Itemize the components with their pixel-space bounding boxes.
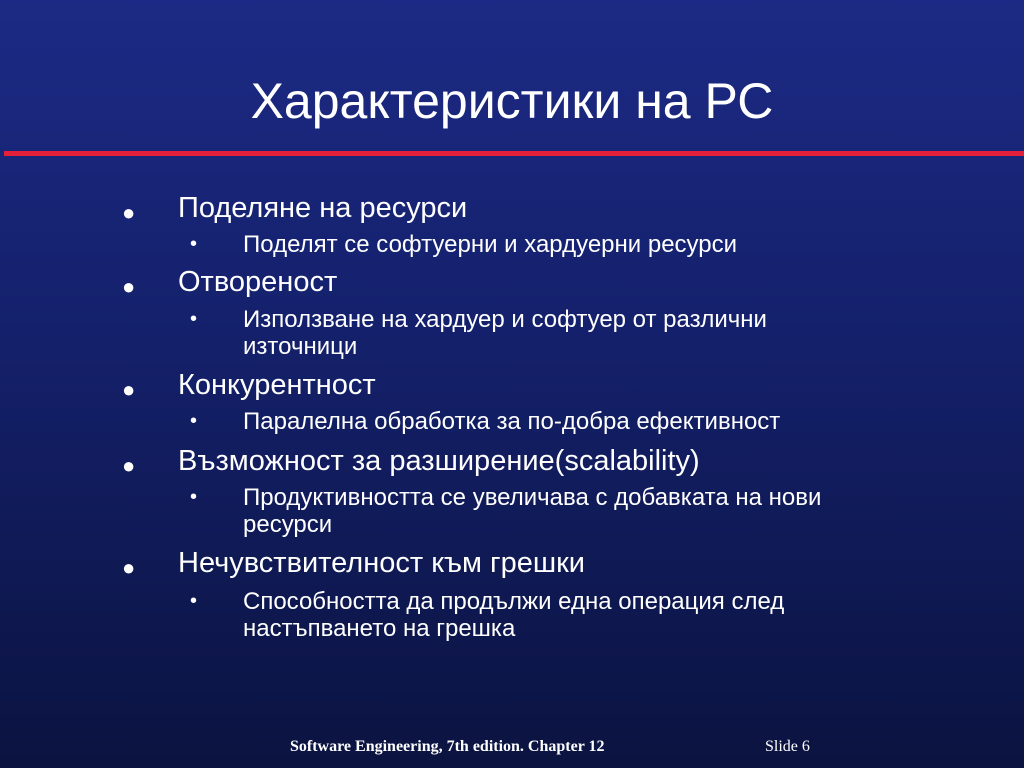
sub-bullet-icon: • bbox=[190, 590, 198, 612]
sub-bullet-line: Способността да продължи една операция след bbox=[243, 588, 785, 615]
sub-bullet-line: Паралелна обработка за по-добра ефективност bbox=[243, 408, 781, 435]
sub-bullet-line: ресурси bbox=[243, 511, 333, 538]
sub-bullet-line: настъпването на грешка bbox=[243, 615, 516, 642]
bullet-item: Възможност за разширение(scalability) bbox=[178, 445, 700, 477]
sub-bullet-item bbox=[243, 408, 963, 435]
sub-bullet-line: Продуктивността се увеличава с добавката на нови bbox=[243, 484, 822, 511]
sub-bullet-line: Използване на хардуер и софтуер от различни bbox=[243, 306, 767, 333]
title-divider bbox=[4, 151, 1024, 156]
sub-bullet-line: Поделят се софтуерни и хардуерни ресурси bbox=[243, 231, 738, 258]
bullet-icon: ● bbox=[122, 274, 136, 299]
bullet-icon: ● bbox=[122, 200, 136, 225]
footer-course-title: Software Engineering, 7th edition. Chapter 12 bbox=[290, 738, 605, 755]
footer-slide-number: Slide 6 bbox=[765, 738, 810, 755]
sub-bullet-item bbox=[243, 231, 963, 258]
sub-bullet-icon: • bbox=[190, 308, 198, 330]
bullet-icon: ● bbox=[122, 453, 136, 478]
bullet-item: Поделяне на ресурси bbox=[178, 192, 468, 224]
sub-bullet-icon: • bbox=[190, 233, 198, 255]
sub-bullet-line: източници bbox=[243, 333, 358, 360]
sub-bullet-item bbox=[243, 588, 963, 642]
sub-bullet-icon: • bbox=[190, 410, 198, 432]
bullet-icon: ● bbox=[122, 555, 136, 580]
bullet-item: Нечувствителност към грешки bbox=[178, 547, 586, 579]
slide-title: Характеристики на РС bbox=[250, 73, 774, 129]
sub-bullet-icon: • bbox=[190, 486, 198, 508]
bullet-icon: ● bbox=[122, 377, 136, 402]
sub-bullet-item bbox=[243, 306, 963, 360]
bullet-item: Конкурентност bbox=[178, 369, 376, 401]
bullet-item: Отвореност bbox=[178, 266, 338, 298]
sub-bullet-item bbox=[243, 484, 963, 538]
